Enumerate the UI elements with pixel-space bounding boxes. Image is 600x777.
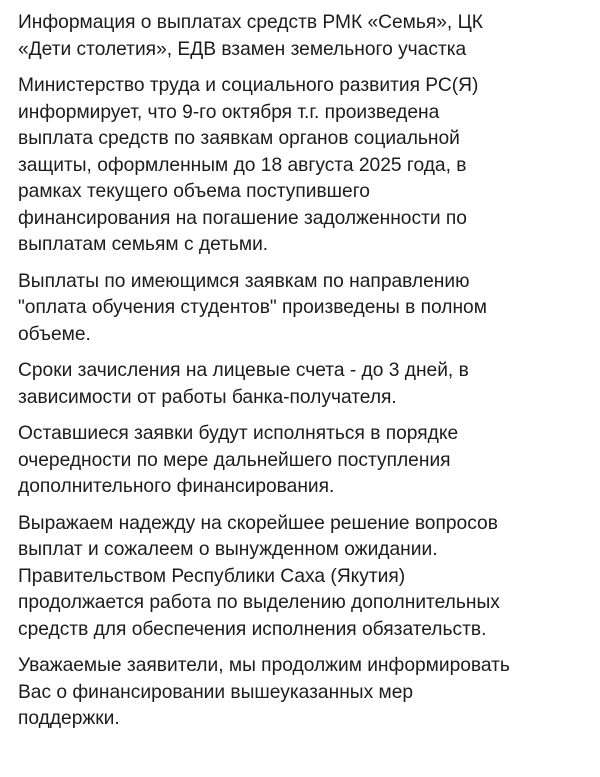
paragraph-line: Выплаты по имеющимся заявкам по направлению	[18, 270, 470, 292]
paragraph-line: "оплата обучения студентов" произведены в полном	[18, 297, 487, 318]
paragraph-line: средств для обеспечения исполнения обязательств.	[18, 618, 487, 640]
post-title	[18, 10, 588, 63]
paragraph-line: финансирования на погашение задолженности по	[18, 207, 467, 229]
paragraph-line: поддержки.	[18, 708, 120, 729]
paragraph-line: Министерство труда и социального развития РС(Я)	[18, 75, 479, 96]
paragraph-line: Правительством Республики Саха (Якутия)	[18, 565, 406, 587]
paragraph-line: Оставшиеся заявки будут исполняться в порядке	[18, 423, 459, 444]
paragraph-line: выплатам семьям с детьми.	[18, 234, 269, 255]
post-title-line: Информация о выплатах средств РМК «Семья», ЦК	[18, 12, 483, 33]
post-body	[18, 10, 588, 743]
paragraph-remaining-requests	[18, 421, 588, 501]
paragraph-announcement	[18, 73, 588, 259]
paragraph-line: дополнительного финансирования.	[18, 476, 335, 497]
paragraph-line: рамках текущего объема поступившего	[18, 181, 370, 202]
paragraph-line: очередности по мере дальнейшего поступления	[18, 449, 451, 471]
paragraph-closing	[18, 653, 588, 733]
paragraph-line: объеме.	[18, 323, 91, 345]
paragraph-line: Вас о финансировании вышеуказанных мер	[18, 681, 414, 703]
paragraph-line: зависимости от работы банка-получателя.	[18, 386, 397, 408]
paragraph-line: Уважаемые заявители, мы продолжим информировать	[18, 655, 510, 676]
paragraph-line: Выражаем надежду на скорейшее решение вопросов	[18, 512, 498, 534]
paragraph-line: продолжается работа по выделению дополнительных	[18, 592, 500, 613]
paragraph-government-work	[18, 511, 588, 644]
paragraph-student-payments	[18, 269, 588, 349]
paragraph-line: защиты, оформленным до 18 августа 2025 года, в	[18, 154, 467, 176]
paragraph-line: информирует, что 9-го октября т.г. произведена	[18, 101, 440, 123]
post-title-line: «Дети столетия», ЕДВ взамен земельного участка	[18, 38, 467, 60]
paragraph-line: Сроки зачисления на лицевые счета - до 3 дней, в	[18, 360, 469, 381]
paragraph-line: выплат и сожалеем о вынужденном ожидании.	[18, 539, 438, 560]
paragraph-crediting-terms	[18, 358, 588, 411]
paragraph-line: выплата средств по заявкам органов социальной	[18, 128, 460, 149]
